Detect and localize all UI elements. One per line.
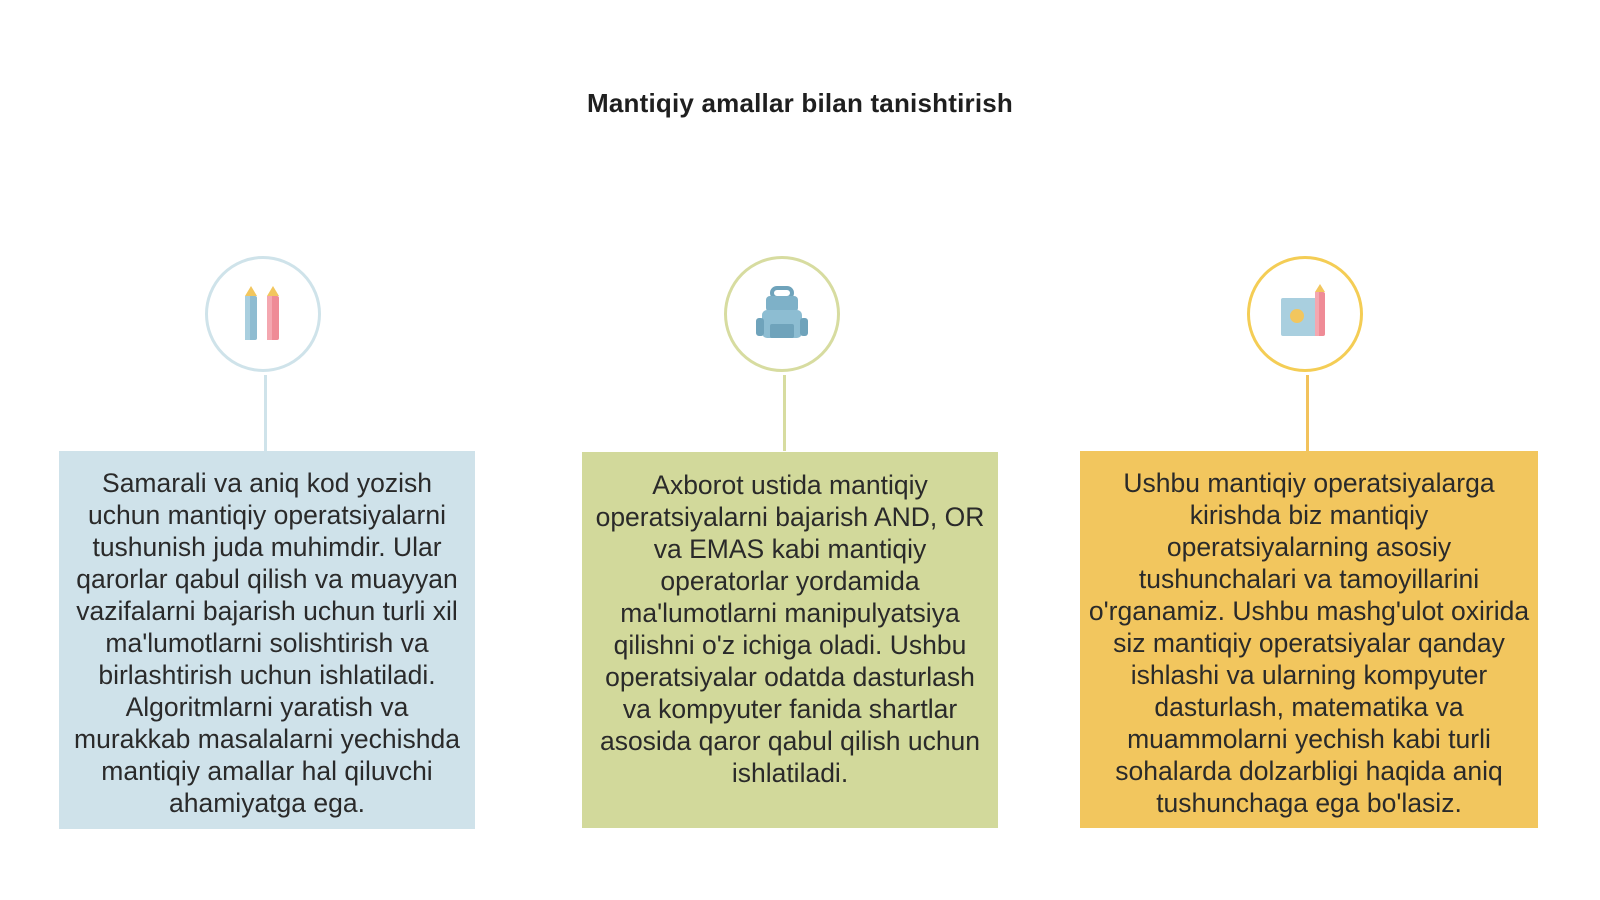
icon-badge (724, 256, 840, 372)
pencils-icon (237, 284, 289, 344)
icon-badge (205, 256, 321, 372)
connector-line (1306, 375, 1309, 451)
connector-line (783, 375, 786, 451)
drawing-and-crayon-icon (1275, 284, 1335, 344)
info-card-text: Ushbu mantiqiy operatsiyalarga kirishda biz mantiqiy operatsiyalarning asosiy tushunchalari va tamoyillarini o'rganamiz. Ushbu mashg'ulot oxirida siz mantiqiy operatsiyalar qanday ishlashi va ularning kompyuter dasturlash, matematika va muammolarni yechish kabi turli sohalarda dolzarbligi haqida aniq tushunchaga ega bo'lasiz. (1088, 468, 1530, 818)
backpack-icon (752, 284, 812, 344)
icon-badge (1247, 256, 1363, 372)
page-title: Mantiqiy amallar bilan tanishtirish (587, 88, 1013, 118)
connector-line (264, 375, 267, 451)
info-card-text: Axborot ustida mantiqiy operatsiyalarni bajarish AND, OR va EMAS kabi mantiqiy operatorlar yordamida ma'lumotlarni manipulyatsiya qilishni o'z ichiga oladi. Ushbu operatsiyalar odatda dasturlash va kompyuter fanida shartlar asosida qaror qabul qilish uchun ishlatiladi. (595, 470, 985, 788)
info-card-text: Samarali va aniq kod yozish uchun mantiqiy operatsiyalarni tushunish juda muhimdir. Ular qarorlar qabul qilish va muayyan vazifalarni bajarish uchun turli xil ma'lumotlarni solishtirish va birlashtirish uchun ishlatiladi. Algoritmlarni yaratish va murakkab masalalarni yechishda mantiqiy amallar hal qiluvchi ahamiyatga ega. (74, 468, 460, 818)
